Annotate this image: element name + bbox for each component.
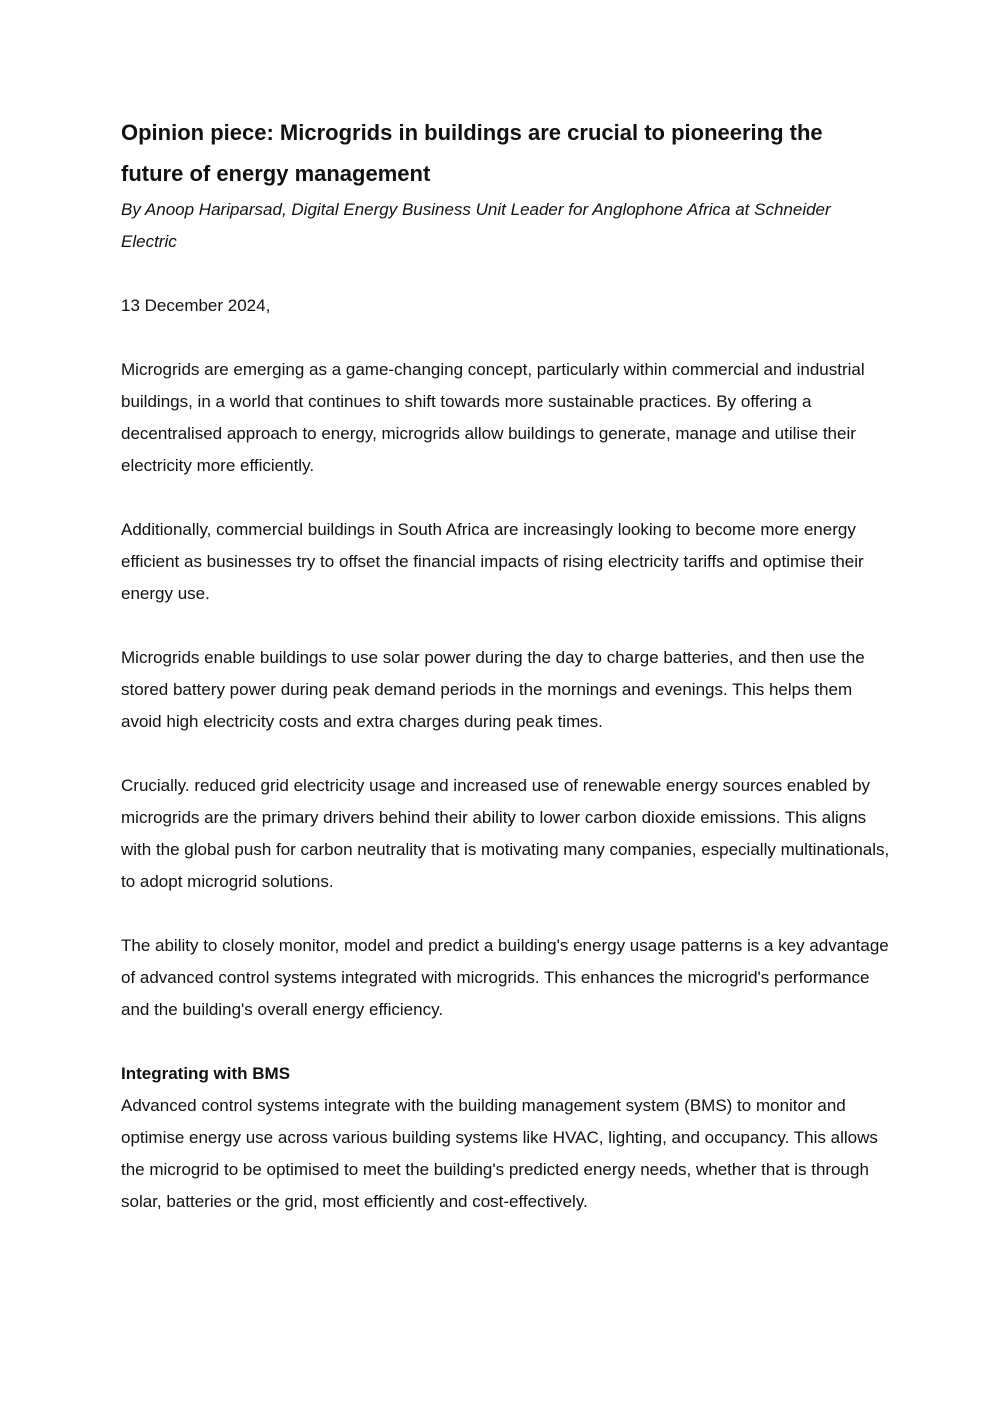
- article-title: Opinion piece: Microgrids in buildings are crucial to pioneering the future of energy management: [121, 120, 823, 186]
- article-byline: By Anoop Hariparsad, Digital Energy Business Unit Leader for Anglophone Africa at Schneider Electric: [121, 200, 831, 251]
- paragraph-4: Crucially. reduced grid electricity usage and increased use of renewable energy sources enabled by microgrids are the primary drivers behind their ability to lower carbon dioxide emissions. This aligns with the global push for carbon neutrality that is motivating many companies, especially multinationals, to adopt microgrid solutions.: [121, 776, 890, 891]
- paragraph-2: Additionally, commercial buildings in South Africa are increasingly looking to become more energy efficient as businesses try to offset the financial impacts of rising electricity tariffs and optimise their energy use.: [121, 520, 864, 603]
- paragraph-3: Microgrids enable buildings to use solar power during the day to charge batteries, and then use the stored battery power during peak demand periods in the mornings and evenings. This helps them avoid high electricity costs and extra charges during peak times.: [121, 648, 865, 731]
- article-date: 13 December 2024,: [121, 296, 271, 315]
- paragraph-1: Microgrids are emerging as a game-changing concept, particularly within commercial and industrial buildings, in a world that continues to shift towards more sustainable practices. By offering a decentralised approach to energy, microgrids allow buildings to generate, manage and utilise their electricity more efficiently.: [121, 360, 865, 475]
- section-heading: Integrating with BMS: [121, 1064, 291, 1083]
- paragraph-5: The ability to closely monitor, model and predict a building's energy usage patterns is a key advantage of advanced control systems integrated with microgrids. This enhances the microgrid's performance and the building's overall energy efficiency.: [121, 936, 889, 1019]
- document-page: [121, 112, 891, 1218]
- section-paragraph: Advanced control systems integrate with the building management system (BMS) to monitor and optimise energy use across various building systems like HVAC, lighting, and occupancy. This allows the microgrid to be optimised to meet the building's predicted energy needs, whether that is through solar, batteries or the grid, most efficiently and cost-effectively.: [121, 1096, 878, 1211]
